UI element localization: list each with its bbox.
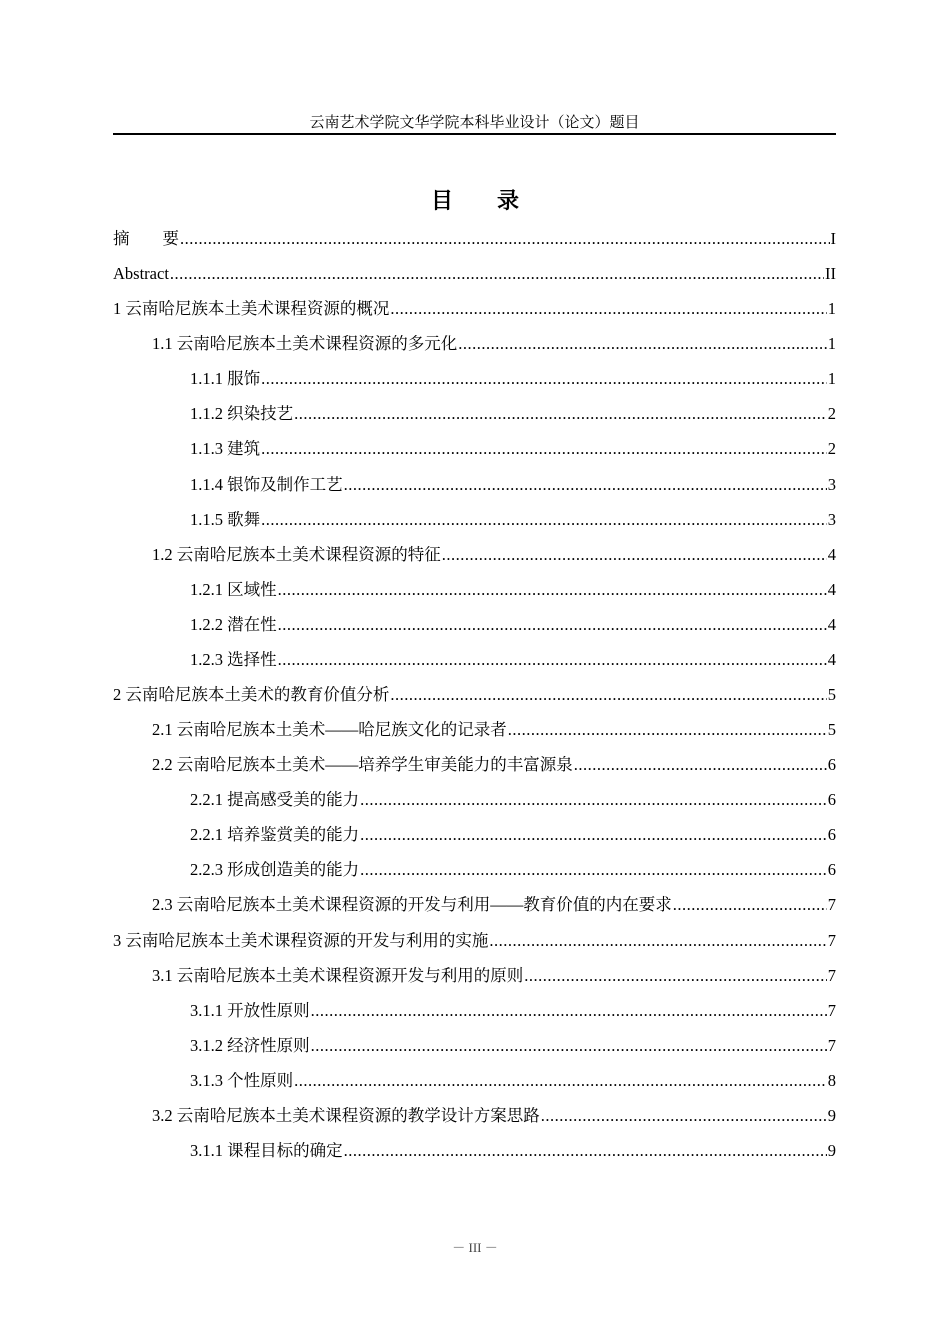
toc-entry-label: 3.1.1 课程目标的确定 xyxy=(190,1141,343,1161)
toc-entry-page: I xyxy=(830,229,836,248)
page-number: － III － xyxy=(452,1240,498,1255)
toc-entry[interactable] xyxy=(113,1035,836,1070)
toc-entry[interactable] xyxy=(113,859,836,894)
toc-entry[interactable] xyxy=(113,438,836,473)
dot-leader xyxy=(508,719,827,741)
dot-leader xyxy=(360,789,827,811)
toc-entry-page: 1 xyxy=(827,369,836,389)
toc-entry-page: 1 xyxy=(827,299,836,319)
dot-leader xyxy=(344,474,827,496)
toc-entry-page: 2 xyxy=(827,439,836,459)
toc-entry-label: 1.1.4 银饰及制作工艺 xyxy=(190,474,343,494)
toc-entry-page: 1 xyxy=(827,334,836,354)
toc-entry[interactable] xyxy=(113,1140,836,1175)
dot-leader xyxy=(311,1035,827,1057)
toc-entry-page: 6 xyxy=(827,825,836,845)
dot-leader xyxy=(360,859,827,881)
dot-leader xyxy=(673,894,827,916)
toc-entry-label: 2.2 云南哈尼族本土美术——培养学生审美能力的丰富源泉 xyxy=(152,755,573,775)
toc-entry[interactable] xyxy=(113,719,836,754)
toc-entry-label: 2.3 云南哈尼族本土美术课程资源的开发与利用——教育价值的内在要求 xyxy=(152,895,672,915)
toc-entry-page: 7 xyxy=(827,1035,836,1055)
toc-entry[interactable] xyxy=(113,824,836,859)
toc-entry-page: 7 xyxy=(827,1000,836,1020)
toc-entry-label: 3.1.3 个性原则 xyxy=(190,1070,294,1090)
toc-entry[interactable] xyxy=(113,403,836,438)
toc-entry[interactable] xyxy=(113,298,836,333)
toc-entry-label: 1.1.2 织染技艺 xyxy=(190,404,294,424)
toc-entry-page: 9 xyxy=(827,1141,836,1161)
toc-entry[interactable] xyxy=(113,965,836,1000)
toc-entry-page: 4 xyxy=(827,614,836,634)
dot-leader xyxy=(541,1105,827,1127)
toc-entry-label: 1.2.1 区域性 xyxy=(190,579,277,599)
toc-entry[interactable] xyxy=(113,684,836,719)
toc-entry-label: 1.1.5 歌舞 xyxy=(190,509,261,529)
table-of-contents xyxy=(113,228,836,1175)
page-header: 云南艺术学院文华学院本科毕业设计（论文）题目 xyxy=(309,115,640,131)
dot-leader xyxy=(311,1000,827,1022)
toc-entry-label: 2 云南哈尼族本土美术的教育价值分析 xyxy=(113,685,390,705)
dot-leader xyxy=(261,509,827,531)
toc-entry-label: 2.1 云南哈尼族本土美术——哈尼族文化的记录者 xyxy=(152,720,507,740)
toc-entry-label: 3 云南哈尼族本土美术课程资源的开发与利用的实施 xyxy=(113,930,489,950)
dot-leader xyxy=(180,228,830,250)
toc-entry-page: 7 xyxy=(827,965,836,985)
dot-leader xyxy=(524,965,827,987)
toc-entry-page: II xyxy=(825,264,836,284)
toc-entry-page: 2 xyxy=(827,404,836,424)
toc-entry-page: 8 xyxy=(827,1070,836,1090)
toc-entry-label: 3.1 云南哈尼族本土美术课程资源开发与利用的原则 xyxy=(152,965,524,985)
dot-leader xyxy=(344,1140,827,1162)
toc-entry[interactable] xyxy=(113,509,836,544)
toc-entry[interactable] xyxy=(113,754,836,789)
toc-entry-label: 1.2 云南哈尼族本土美术课程资源的特征 xyxy=(152,544,441,564)
toc-entry-label: 1.2.2 潜在性 xyxy=(190,614,277,634)
dot-leader xyxy=(390,298,826,320)
toc-entry[interactable] xyxy=(113,474,836,509)
toc-entry[interactable] xyxy=(113,789,836,824)
toc-entry-page: 3 xyxy=(827,509,836,529)
toc-entry-page: 4 xyxy=(827,544,836,564)
toc-entry-label: 3.1.1 开放性原则 xyxy=(190,1000,310,1020)
dot-leader xyxy=(489,930,826,952)
toc-entry-label: 1.2.3 选择性 xyxy=(190,649,277,669)
toc-entry-page: 6 xyxy=(827,790,836,810)
toc-entry-page: 6 xyxy=(827,755,836,775)
toc-entry-page: 5 xyxy=(827,685,836,705)
dot-leader xyxy=(458,333,827,355)
toc-entry-label: 1.1 云南哈尼族本土美术课程资源的多元化 xyxy=(152,334,458,354)
toc-entry-label: 1 云南哈尼族本土美术课程资源的概况 xyxy=(113,299,390,319)
toc-entry[interactable] xyxy=(113,1105,836,1140)
dot-leader xyxy=(170,263,824,285)
toc-title xyxy=(0,184,950,215)
toc-entry-page: 5 xyxy=(827,720,836,740)
dot-leader xyxy=(442,544,827,566)
dot-leader xyxy=(390,684,826,706)
toc-entry-page: 4 xyxy=(827,649,836,669)
toc-entry[interactable] xyxy=(113,1070,836,1105)
toc-entry-label: 2.2.3 形成创造美的能力 xyxy=(190,860,360,880)
toc-entry-label: 1.1.3 建筑 xyxy=(190,439,261,459)
toc-entry[interactable] xyxy=(113,614,836,649)
toc-entry[interactable] xyxy=(113,333,836,368)
toc-entry[interactable] xyxy=(113,544,836,579)
toc-entry-page: 7 xyxy=(827,930,836,950)
toc-entry[interactable] xyxy=(113,649,836,684)
dot-leader xyxy=(294,403,827,425)
toc-title-part2: 录 xyxy=(497,189,520,214)
toc-entry-page: 7 xyxy=(827,895,836,915)
toc-entry[interactable] xyxy=(113,930,836,965)
toc-entry-label: 摘 要 xyxy=(113,229,179,248)
dot-leader xyxy=(574,754,827,776)
dot-leader xyxy=(261,368,827,390)
toc-entry-page: 6 xyxy=(827,860,836,880)
toc-entry-label: 3.2 云南哈尼族本土美术课程资源的教学设计方案思路 xyxy=(152,1105,540,1125)
header-rule xyxy=(113,133,836,135)
dot-leader xyxy=(278,649,827,671)
toc-entry-label: 3.1.2 经济性原则 xyxy=(190,1035,310,1055)
toc-entry[interactable] xyxy=(113,1000,836,1035)
toc-entry-page: 4 xyxy=(827,579,836,599)
toc-entry-label: 1.1.1 服饰 xyxy=(190,369,261,389)
toc-entry-page: 3 xyxy=(827,474,836,494)
toc-entry[interactable] xyxy=(113,228,836,263)
dot-leader xyxy=(261,438,827,460)
dot-leader xyxy=(360,824,827,846)
toc-entry-label: 2.2.1 提高感受美的能力 xyxy=(190,790,360,810)
toc-entry[interactable] xyxy=(113,894,836,929)
toc-entry[interactable] xyxy=(113,263,836,298)
dot-leader xyxy=(278,579,827,601)
dot-leader xyxy=(278,614,827,636)
toc-entry-label: 2.2.1 培养鉴赏美的能力 xyxy=(190,825,360,845)
toc-entry-label: Abstract xyxy=(113,264,169,284)
dot-leader xyxy=(294,1070,827,1092)
toc-title-part1: 目 xyxy=(430,189,453,214)
toc-entry-page: 9 xyxy=(827,1105,836,1125)
toc-entry[interactable] xyxy=(113,579,836,614)
toc-entry[interactable] xyxy=(113,368,836,403)
